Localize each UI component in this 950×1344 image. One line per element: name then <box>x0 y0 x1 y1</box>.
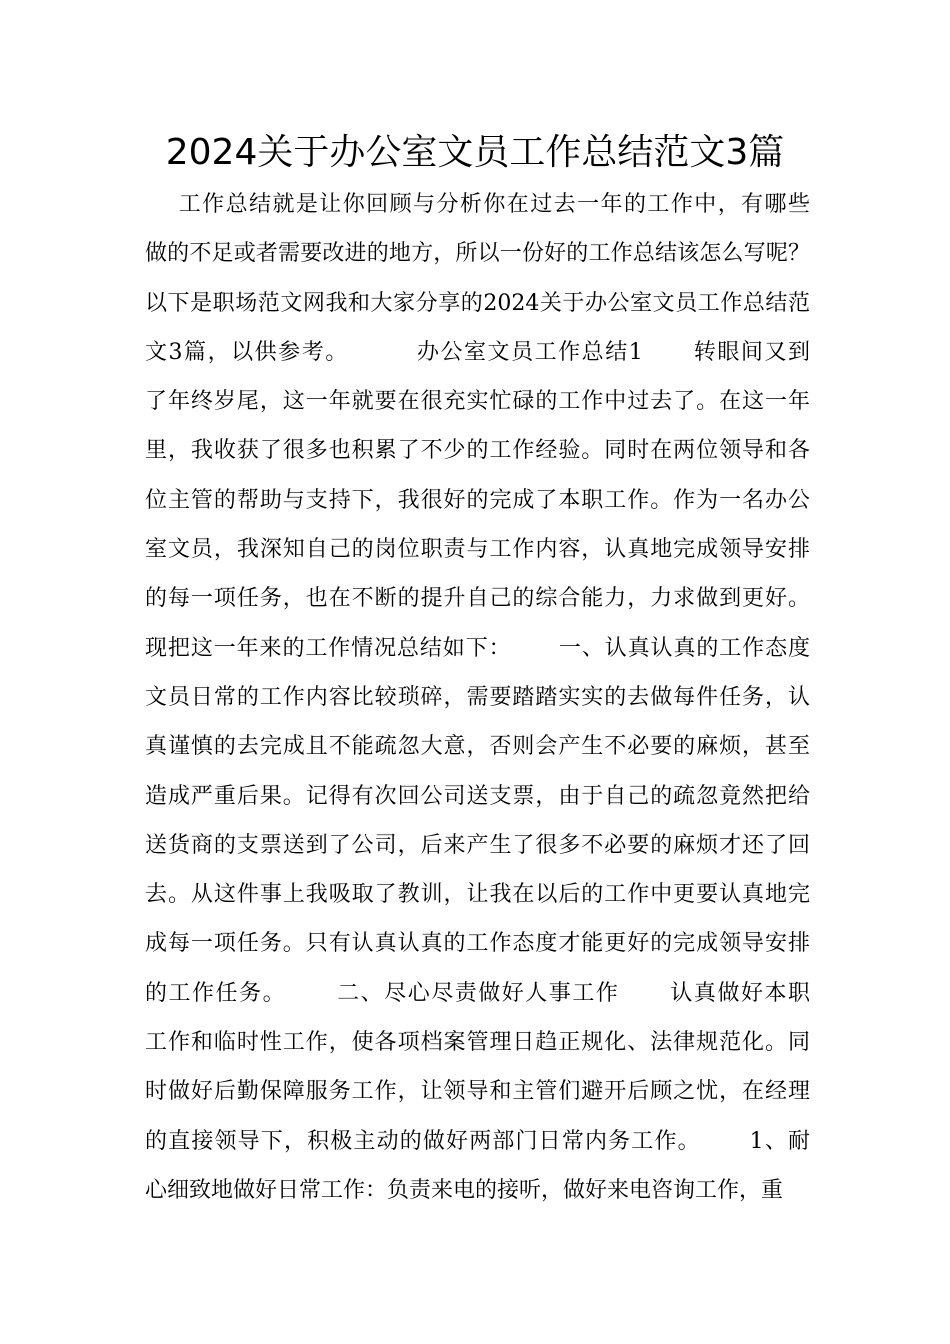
paragraph-line: 文3篇，以供参考。 办公室文员工作总结1 转眼间又到 <box>145 339 810 365</box>
paragraph-line: 送货商的支票送到了公司，后来产生了很多不必要的麻烦才还了回 <box>145 832 810 858</box>
paragraph-line: 心细致地做好日常工作：负责来电的接听，做好来电咨询工作，重 <box>145 1177 784 1203</box>
paragraph-line: 真谨慎的去完成且不能疏忽大意，否则会产生不必要的麻烦，甚至 <box>145 734 810 760</box>
paragraph-line: 室文员，我深知自己的岗位职责与工作内容，认真地完成领导安排 <box>145 537 810 563</box>
paragraph-line: 做的不足或者需要改进的地方，所以一份好的工作总结该怎么写呢？ <box>145 241 810 267</box>
paragraph-line: 造成严重后果。记得有次回公司送支票，由于自己的疏忽竟然把给 <box>145 783 810 809</box>
paragraph-line: 去。从这件事上我吸取了教训，让我在以后的工作中更要认真地完 <box>145 882 810 908</box>
document-title: 2024关于办公室文员工作总结范文3篇 <box>165 132 785 173</box>
paragraph-line: 工作和临时性工作，使各项档案管理日趋正规化、法律规范化。同 <box>145 1030 810 1056</box>
paragraph-line: 现把这一年来的工作情况总结如下： 一、认真认真的工作态度 <box>145 635 810 661</box>
paragraph-line: 以下是职场范文网我和大家分享的2024关于办公室文员工作总结范 <box>145 290 810 316</box>
paragraph-line: 里，我收获了很多也积累了不少的工作经验。同时在两位领导和各 <box>145 438 810 464</box>
paragraph-line: 位主管的帮助与支持下，我很好的完成了本职工作。作为一名办公 <box>145 487 810 513</box>
paragraph-line: 的工作任务。 二、尽心尽责做好人事工作 认真做好本职 <box>145 980 810 1006</box>
paragraph-line: 的每一项任务，也在不断的提升自己的综合能力，力求做到更好。 <box>145 586 810 612</box>
paragraph-line: 成每一项任务。只有认真认真的工作态度才能更好的完成领导安排 <box>145 931 810 957</box>
paragraph-line: 文员日常的工作内容比较琐碎，需要踏踏实实的去做每件任务，认 <box>145 684 810 710</box>
paragraph-line: 的直接领导下，积极主动的做好两部门日常内务工作。 1、耐 <box>145 1128 810 1154</box>
paragraph-line: 工作总结就是让你回顾与分析你在过去一年的工作中，有哪些 <box>145 192 810 217</box>
document-body <box>145 180 810 1215</box>
paragraph-line: 了年终岁尾，这一年就要在很充实忙碌的工作中过去了。在这一年 <box>145 389 810 415</box>
paragraph-line: 时做好后勤保障服务工作，让领导和主管们避开后顾之忧，在经理 <box>145 1079 810 1105</box>
